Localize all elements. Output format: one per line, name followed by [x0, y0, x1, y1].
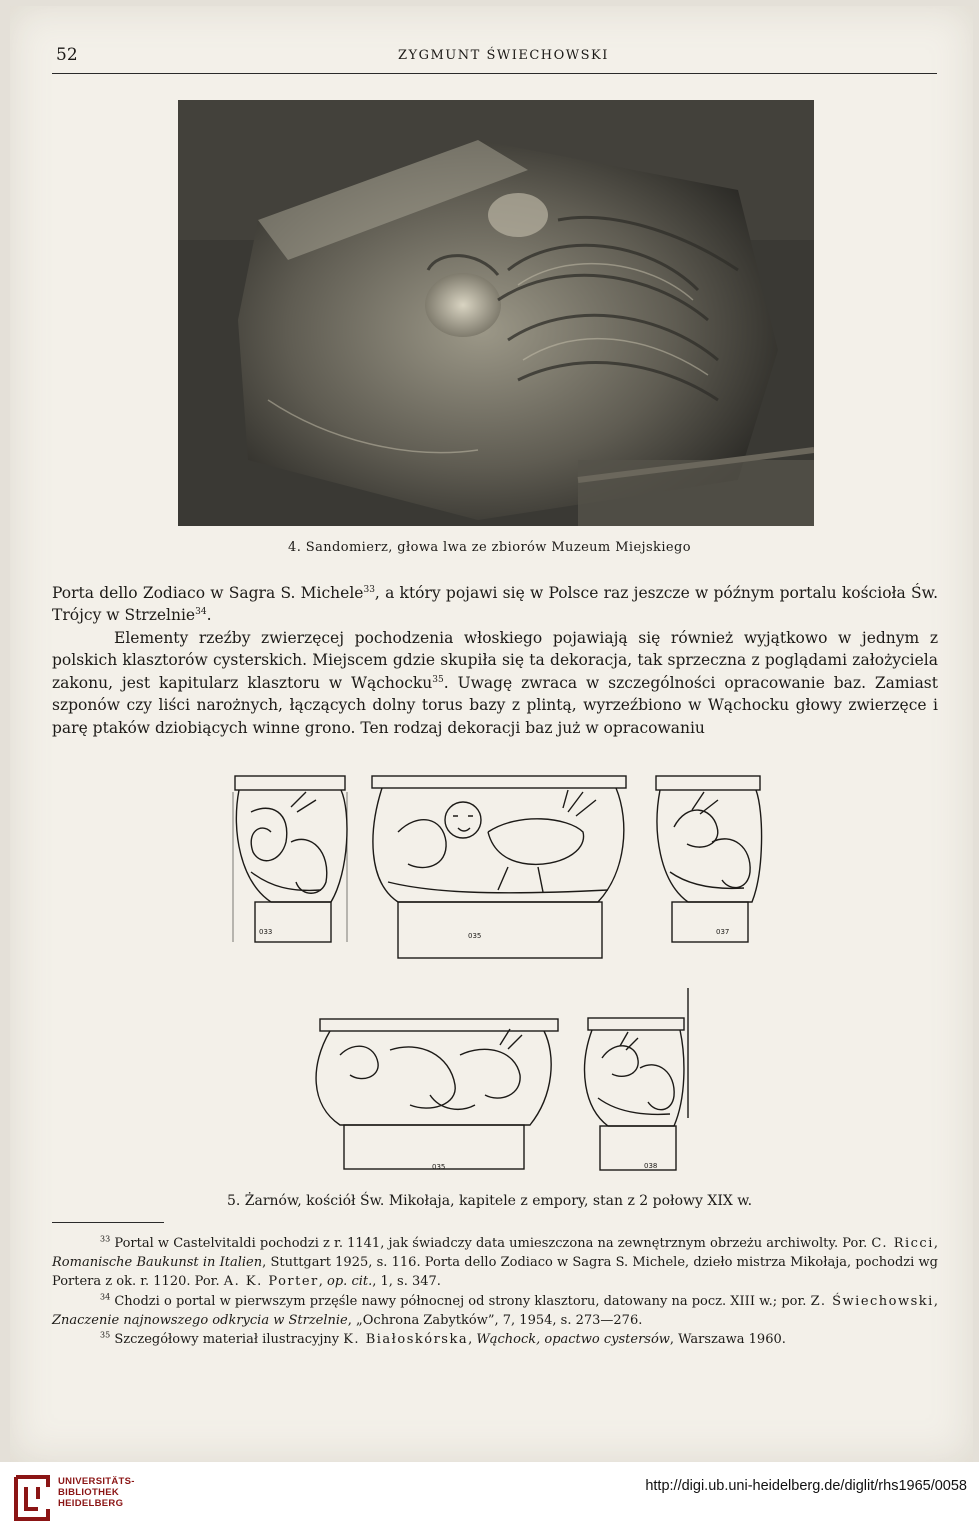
text-run: , „Ochrona Zabytków”, 7, 1954, s. 273—276. [347, 1312, 643, 1328]
capital-drawing-4 [300, 1015, 562, 1175]
logo-line: UNIVERSITÄTS- [58, 1476, 135, 1487]
capital-drawing-5 [578, 988, 690, 1176]
text-run: Porta dello Zodiaco w Sagra S. Michele [52, 584, 364, 602]
text-run: , Warszawa 1960. [669, 1332, 786, 1348]
figure-4-caption: 4. Sandomierz, głowa lwa ze zbiorów Muzeum Miejskiego [288, 540, 691, 555]
footnote-ref[interactable]: 34 [195, 607, 207, 618]
paragraph-1 [52, 582, 938, 627]
text-run: Elementy rzeźby zwierzęcej pochodzenia włoskiego pojawiają się również wyjątkowo w jednym z polskich klasztorów cysterskich. Miejscem gdzie skupiła się ta dekoracja, tak sprzeczna z poglądami założyciela zakonu, jest kapitularz klasztoru w Wąchocku [52, 629, 938, 692]
paragraph-2 [52, 627, 938, 739]
figure-5-caption: 5. Żarnów, kościół Św. Mikołaja, kapitele z empory, stan z 2 połowy XIX w. [226, 1193, 753, 1209]
source-url-link[interactable]: http://digi.ub.uni-heidelberg.de/diglit/rhs1965/0058 [645, 1478, 967, 1494]
footnote-ref[interactable]: 33 [363, 584, 375, 595]
library-logo-icon[interactable] [10, 1473, 54, 1523]
text-run: , Stuttgart 1925, s. 116. Porta dello Zodiaco w Sagra S. Michele, dzieło mistrza Mikołaja, pochodzi wg Portera z ok. r. 1120. Por. [52, 1255, 938, 1290]
book-title: Wąchock, opactwo cystersów [476, 1332, 670, 1348]
logo-line: BIBLIOTHEK [58, 1487, 120, 1498]
footnotes [52, 1234, 938, 1349]
text-run: Portal w Castelvitaldi pochodzi z r. 1141, jak świadczy data umieszczona na zewnętrznym obrzeżu archiwolty. Por. [114, 1236, 872, 1251]
capital-drawing-3 [652, 772, 764, 950]
capital-drawing-2 [368, 772, 630, 970]
text-run: , 1, s. 347. [372, 1274, 441, 1290]
text-run: , [933, 1236, 939, 1251]
text-run: Chodzi o portal w pierwszym przęśle nawy północnej od strony klasztoru, datowany na pocz. XIII w.; por. [114, 1293, 811, 1309]
text-run: , [468, 1332, 477, 1348]
page-number: 52 [56, 45, 78, 65]
book-title: Znaczenie najnowszego odkrycia w Strzelnie [52, 1312, 348, 1328]
text-run: , [933, 1293, 938, 1309]
text-run: , a który pojawi się w Polsce raz jeszcze w późnym portalu kościoła Św. Trójcy w Strzelnie [52, 584, 939, 625]
author-name: K. Białoskórska [343, 1332, 469, 1348]
footnote-33 [52, 1234, 938, 1292]
text-run: . Uwagę zwraca w szczególności opracowanie baz. Zamiast szponów czy liści narożnych, łączących dolny torus bazy z plintą, wyrzeźbiono w Wąchocku głowy zwierzęce i parę ptaków dziobiących winne grono. Ten rodzaj dekoracji baz już w opracowaniu [52, 673, 938, 737]
drawing-label-3: 037 [716, 928, 730, 936]
header-rule [52, 73, 937, 74]
footnote-rule [52, 1222, 164, 1223]
footnote-number: 34 [100, 1292, 111, 1302]
footer-bar [0, 1462, 979, 1535]
author-name: A. K. Porter [223, 1274, 319, 1290]
text-run: . [206, 606, 212, 625]
author-name: Z. Świechowski [810, 1293, 934, 1309]
running-title: ZYGMUNT ŚWIECHOWSKI [398, 48, 609, 63]
footnote-34 [52, 1292, 938, 1330]
footnote-number: 35 [100, 1330, 111, 1340]
footnote-number: 33 [100, 1234, 111, 1244]
logo-line: HEIDELBERG [58, 1498, 124, 1509]
author-name: C. Ricci [871, 1236, 934, 1251]
drawing-label-5: 038 [644, 1162, 658, 1170]
drawing-label-1: 033 [259, 928, 273, 936]
text-run: , [318, 1274, 328, 1290]
footnote-35 [52, 1330, 938, 1349]
drawing-label-2: 035 [468, 932, 482, 940]
capital-drawing-1 [231, 772, 349, 950]
footnote-ref[interactable]: 35 [432, 674, 444, 685]
figure-4-photo [178, 100, 814, 526]
library-logo-text [58, 1476, 135, 1509]
text-run: Szczegółowy materiał ilustracyjny [114, 1332, 344, 1348]
drawing-label-4: 035 [432, 1163, 446, 1171]
book-title: op. cit. [327, 1274, 373, 1290]
book-title: Romanische Baukunst in Italien [52, 1255, 263, 1271]
